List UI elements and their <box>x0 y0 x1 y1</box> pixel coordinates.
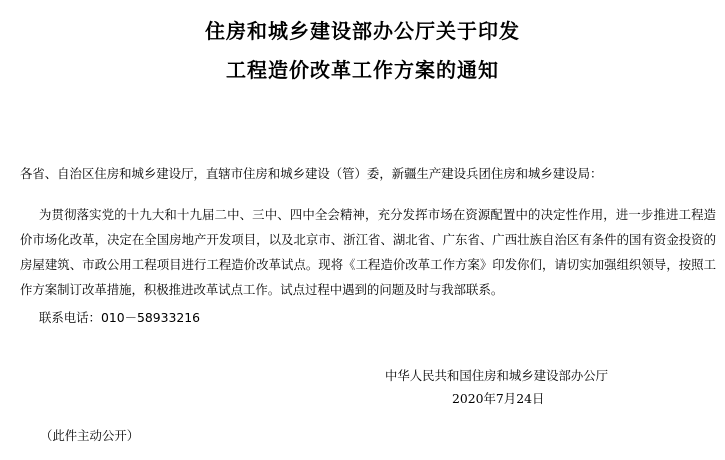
disclosure-note: （此件主动公开） <box>40 428 140 443</box>
body-paragraph: 为贯彻落实党的十九大和十九届二中、三中、四中全会精神，充分发挥市场在资源配置中的决定性作用，进一步推进工程造价市场化改革，决定在全国房地产开发项目，以及北京市、浙江省、湖北省、广东省、广西壮族自治区有条件的国有资金投资的房屋建筑、市政公用工程项目进行工程造价改革试点。现将《工程造价改革工作方案》印发你们，请切实加强组织领导，按照工作方案制订改革措施，积极推进改革试点工作。试点过程中遇到的问题及时与我部联系。 <box>20 207 716 297</box>
issue-date: 2020年7月24日 <box>452 391 545 406</box>
salutation: 各省、自治区住房和城乡建设厅，直辖市住房和城乡建设（管）委，新疆生产建设兵团住房和城乡建设局： <box>20 166 603 181</box>
issuer-signature: 中华人民共和国住房和城乡建设部办公厅 <box>385 368 609 383</box>
document-title-line-1: 住房和城乡建设部办公厅关于印发 <box>205 19 520 43</box>
document-title-line-2: 工程造价改革工作方案的通知 <box>226 58 499 82</box>
contact-phone: 联系电话：010－58933216 <box>39 310 201 325</box>
